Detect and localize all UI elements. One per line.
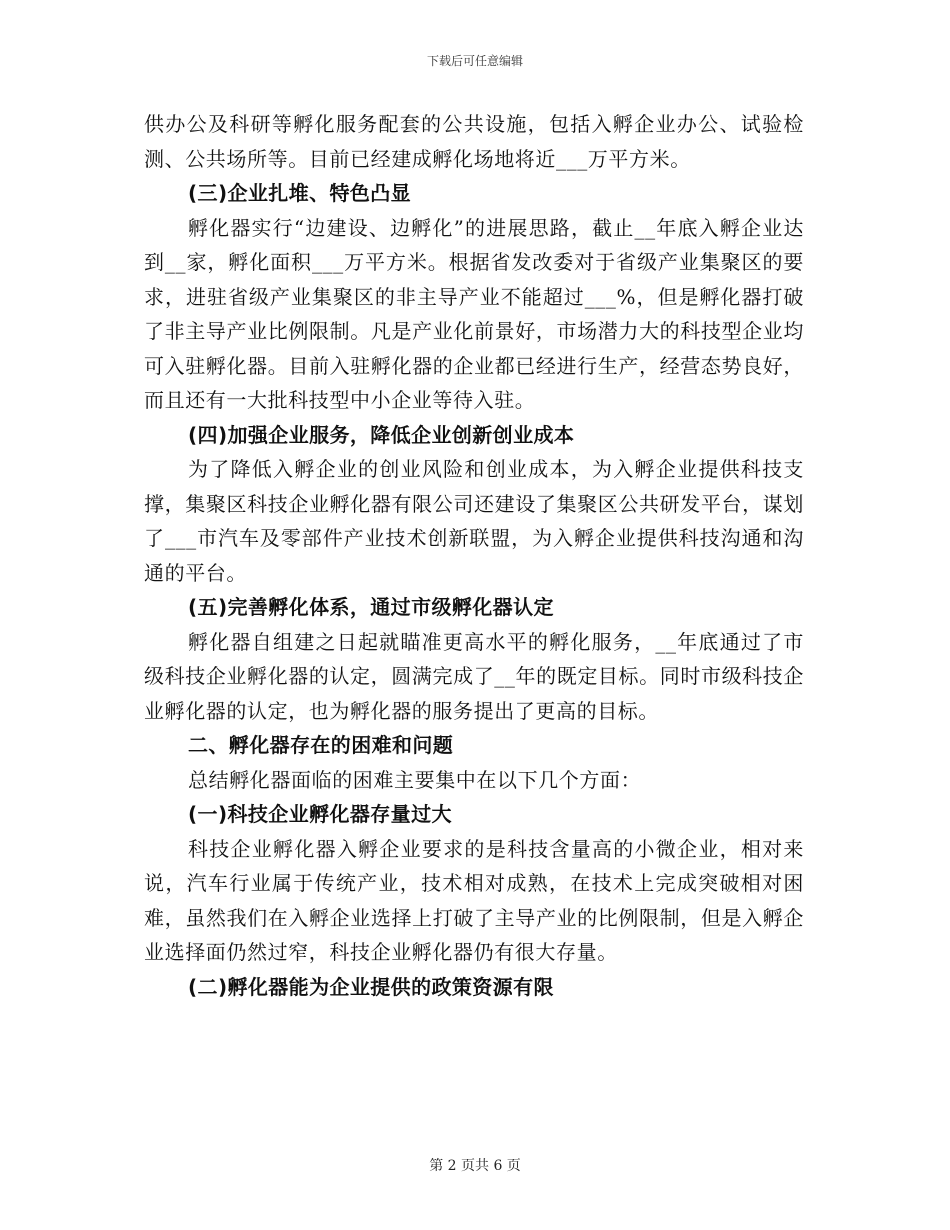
paragraph: 供办公及科研等孵化服务配套的公共设施，包括入孵企业办公、试验检测、公共场所等。目前已经建成孵化场地将近___万平方米。: [144, 112, 804, 171]
paragraph: 总结孵化器面临的困难主要集中在以下几个方面：: [188, 767, 642, 792]
document-body: [144, 107, 804, 1004]
paragraph: 孵化器实行“边建设、边孵化”的进展思路，截止__年底入孵企业达到__家，孵化面积___万平方米。根据省发改委对于省级产业集聚区的要求，进驻省级产业集聚区的非主导产业不能超过___%，但是孵化器打破了非主导产业比例限制。凡是产业化前景好，市场潜力大的科技型企业均可入驻孵化器。目前入驻孵化器的企业都已经进行生产，经营态势良好，而且还有一大批科技型中小企业等待入驻。: [144, 215, 804, 412]
page-header: 下载后可任意编辑: [426, 54, 523, 68]
section-heading: (三)企业扎堆、特色凸显: [188, 181, 412, 205]
chapter-heading: 二、孵化器存在的困难和问题: [188, 733, 454, 757]
section-heading: (一)科技企业孵化器存量过大: [188, 802, 452, 826]
paragraph: 孵化器自组建之日起就瞄准更高水平的孵化服务，__年底通过了市级科技企业孵化器的认定，圆满完成了__年的既定目标。同时市级科技企业孵化器的认定，也为孵化器的服务提出了更高的目标。: [144, 629, 804, 723]
section-heading: (四)加强企业服务，降低企业创新创业成本: [188, 422, 575, 447]
section-heading: (二)孵化器能为企业提供的政策资源有限: [188, 974, 554, 999]
section-heading: (五)完善孵化体系，通过市级孵化器认定: [188, 595, 554, 619]
paragraph: 为了降低入孵企业的创业风险和创业成本，为入孵企业提供科技支撑，集聚区科技企业孵化器有限公司还建设了集聚区公共研发平台，谋划了___市汽车及零部件产业技术创新联盟，为入孵企业提供科技沟通和沟通的平台。: [144, 457, 804, 585]
paragraph: 科技企业孵化器入孵企业要求的是科技含量高的小微企业，相对来说，汽车行业属于传统产业，技术相对成熟，在技术上完成突破相对困难，虽然我们在入孵企业选择上打破了主导产业的比例限制，但是入孵企业选择面仍然过窄，科技企业孵化器仍有很大存量。: [144, 836, 804, 964]
page-footer: 第 2 页共 6 页: [429, 1158, 521, 1174]
